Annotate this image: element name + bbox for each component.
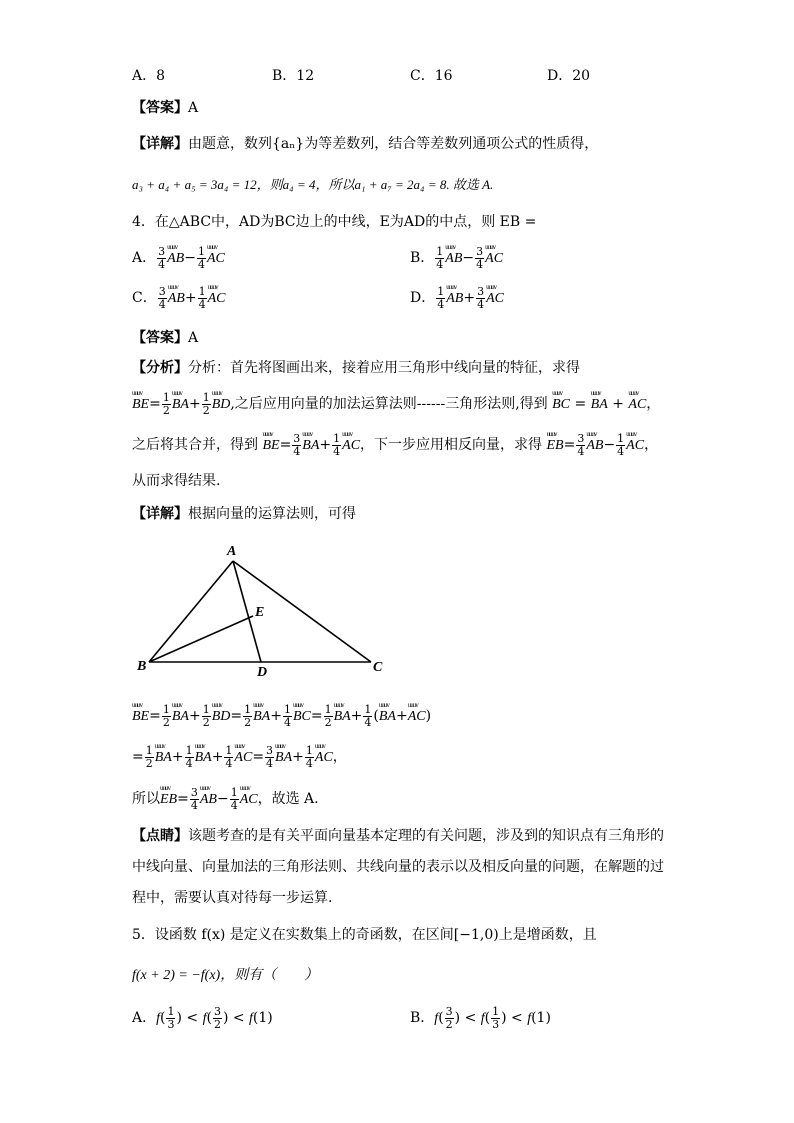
q5-stem-line2: f(x + 2) = −f(x)，则有（ ）: [132, 968, 319, 983]
analysis-text: 分析：首先将图画出来，接着应用三角形中线向量的特征，求得: [188, 360, 580, 376]
q4-analysis-line3: 之后将其合并，得到 uuuv BE= $\frac{3}{4}$ uuuv BA+ $\frac{1}{4}$ uuuv AC，下一步应用相反向量，求得 uuuv EB= $\frac{3}{4}$ uuuv AB− $\frac{1}{4}$ uuuv AC，: [132, 433, 658, 457]
q3-detail-formula: a₃ + a₄ + a₅ = 3a₄ = 12，则a₄ = 4，所以a₁ + a₇ = 2a₄ = 8. 故选 A.: [132, 177, 494, 192]
q4-option-d: D． $\frac{1}{4}$ uuuv AB+ $\frac{3}{4}$ uuuv AC: [410, 286, 504, 310]
answer-tag: 【答案】: [132, 100, 188, 116]
q3-option-b: B．12: [272, 68, 315, 84]
side-ac: [233, 561, 371, 662]
q4-comment-line3: 程中，需要认真对待每一步运算.: [132, 890, 333, 906]
q3-detail: [132, 137, 598, 151]
label-b: B: [137, 659, 147, 674]
label-c: C: [373, 660, 383, 675]
detail-tag: 【详解】: [132, 506, 188, 522]
triangle-figure: [135, 540, 395, 680]
q4-analysis-line4: 从而求得结果.: [132, 473, 221, 489]
q3-option-a: A．8: [132, 68, 166, 84]
q4-analysis: [132, 361, 580, 375]
q5-option-b: B．f( $\frac{3}{2}$ ) < f( $\frac{1}{3}$ ) < f(1): [410, 1005, 551, 1031]
analysis-tag: 【分析】: [132, 360, 188, 376]
label-d: D: [257, 665, 268, 680]
comment-tag: 【点睛】: [132, 828, 188, 844]
label-a: A: [227, 544, 237, 559]
q4-analysis-line2: uuuv BE= $\frac{1}{2}$ uuuv BA+ $\frac{1}{2}$ uuuv BD,之后应用向量的加法运算法则------三角形法则,得到 uuuv BC = uuuv BA + uuuv AC，: [132, 392, 660, 416]
q4-answer: [132, 331, 198, 345]
q4-derivation-2: = $\frac{1}{2}$ uuuv BA+ $\frac{1}{4}$ uuuv BA+ $\frac{1}{4}$ uuuv AC= $\frac{3}{4}$ uuuv BA+ $\frac{1}{4}$ uuuv AC，: [132, 745, 347, 769]
q4-option-c: C． $\frac{3}{4}$ uuuv AB+ $\frac{1}{4}$ uuuv AC: [132, 286, 225, 310]
q4-comment-line2: 中线向量、向量加法的三角形法则、共线向量的表示以及相反向量的问题，在解题的过: [132, 859, 664, 875]
detail-tag: 【详解】: [132, 136, 188, 152]
q5-stem-line1: 5．设函数 f(x) 是定义在实数集上的奇函数，在区间[−1,0)上是增函数，且: [132, 927, 597, 943]
answer-value: A: [188, 100, 199, 116]
q4-conclusion: 所以uuuv EB= $\frac{3}{4}$ uuuv AB− $\frac{1}{4}$ uuuv AC，故选 A.: [132, 787, 319, 811]
segment-be: [149, 616, 253, 662]
q4-stem: 4．在△ABC中，AD为BC边上的中线，E为AD的中点，则 EB =: [132, 214, 537, 230]
label-e: E: [255, 605, 265, 620]
q3-answer: [132, 101, 198, 115]
detail-text: 由题意，数列{aₙ}为等差数列，结合等差数列通项公式的性质得，: [188, 136, 599, 152]
q3-option-d: D．20: [547, 68, 591, 84]
q4-derivation-1: uuuv BE= $\frac{1}{2}$ uuuv BA+ $\frac{1}{2}$ uuuv BD= $\frac{1}{2}$ uuuv BA+ $\frac{1}{4}$ uuuv BC= $\frac{1}{2}$ uuuv BA+ $\frac{1}{4}$ (uuuv BA+uuuv AC): [132, 704, 431, 728]
q3-option-c: C．16: [410, 68, 453, 84]
detail-text: 根据向量的运算法则，可得: [188, 506, 356, 522]
answer-value: A: [188, 330, 199, 346]
q4-option-b: B． $\frac{1}{4}$ uuuv AB− $\frac{3}{4}$ uuuv AC: [410, 246, 503, 270]
q4-option-a: A． $\frac{3}{4}$ uuuv AB− $\frac{1}{4}$ uuuv AC: [132, 246, 225, 270]
answer-tag: 【答案】: [132, 330, 188, 346]
q5-option-a: A．f( $\frac{1}{3}$ ) < f( $\frac{3}{2}$ ) < f(1): [132, 1005, 273, 1031]
side-ab: [149, 561, 233, 662]
q4-detail: [132, 507, 356, 521]
q4-comment: 【点睛】该题考查的是有关平面向量基本定理的有关问题，涉及到的知识点有三角形的: [132, 828, 664, 844]
